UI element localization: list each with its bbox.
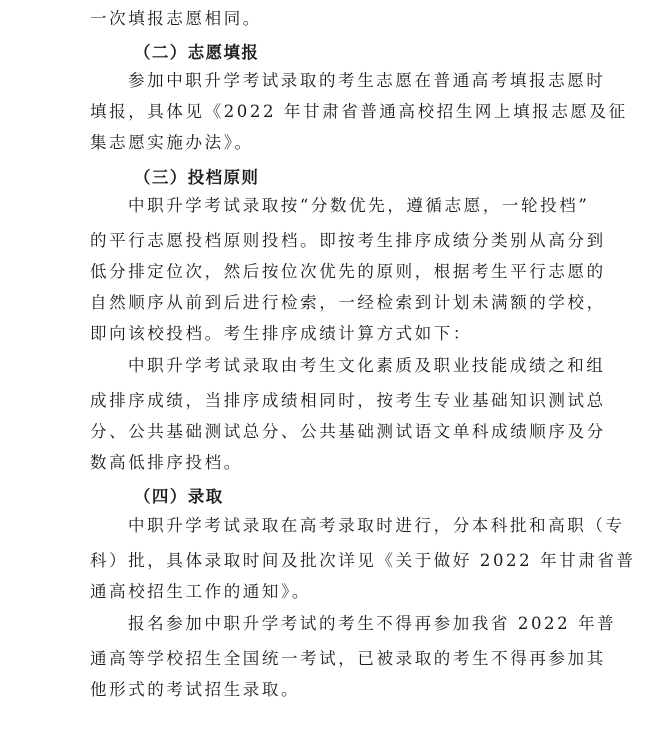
paragraph-line: 通高等学校招生全国统一考试，已被录取的考生不得再参加其	[90, 649, 606, 668]
paragraph-line: 报名参加中职升学考试的考生不得再参加我省 2022 年普	[128, 614, 617, 633]
paragraph-line: 分、公共基础测试总分、公共基础测试语文单科成绩顺序及分	[90, 422, 606, 441]
paragraph-line: 低分排定位次，然后按位次优先的原则，根据考生平行志愿的	[90, 262, 606, 281]
paragraph-line: 自然顺序从前到后进行检索，一经检索到计划未满额的学校，	[90, 293, 606, 312]
paragraph-line: 科）批，具体录取时间及批次详见《关于做好 2022 年甘肃省普	[90, 551, 636, 570]
paragraph-line: 中职升学考试录取按“分数优先，遵循志愿，一轮投档”	[128, 196, 590, 215]
paragraph-line: 中职升学考试录取在高考录取时进行，分本科批和高职（专	[128, 516, 625, 535]
section-heading-2: （二）志愿填报	[134, 43, 260, 62]
paragraph-line: 参加中职升学考试录取的考生志愿在普通高考填报志愿时	[128, 71, 606, 90]
paragraph-line: 通高校招生工作的通知》。	[90, 582, 311, 601]
paragraph-line: 他形式的考试招生录取。	[90, 680, 301, 699]
paragraph-line: 中职升学考试录取由考生文化素质及职业技能成绩之和组	[128, 356, 606, 375]
section-heading-3: （三）投档原则	[134, 168, 260, 187]
section-heading-4: （四）录取	[134, 487, 224, 506]
paragraph-line: 成排序成绩，当排序成绩相同时，按考生专业基础知识测试总	[90, 391, 606, 410]
paragraph-line: 数高低排序投档。	[90, 453, 243, 472]
paragraph-line: 一次填报志愿相同。	[90, 9, 262, 28]
paragraph-line: 的平行志愿投档原则投档。即按考生排序成绩分类别从高分到	[90, 231, 606, 250]
paragraph-line: 填报，具体见《2022 年甘肃省普通高校招生网上填报志愿及征	[90, 102, 628, 121]
paragraph-line: 集志愿实施办法》。	[90, 133, 254, 152]
paragraph-line: 即向该校投档。考生排序成绩计算方式如下：	[90, 324, 472, 343]
